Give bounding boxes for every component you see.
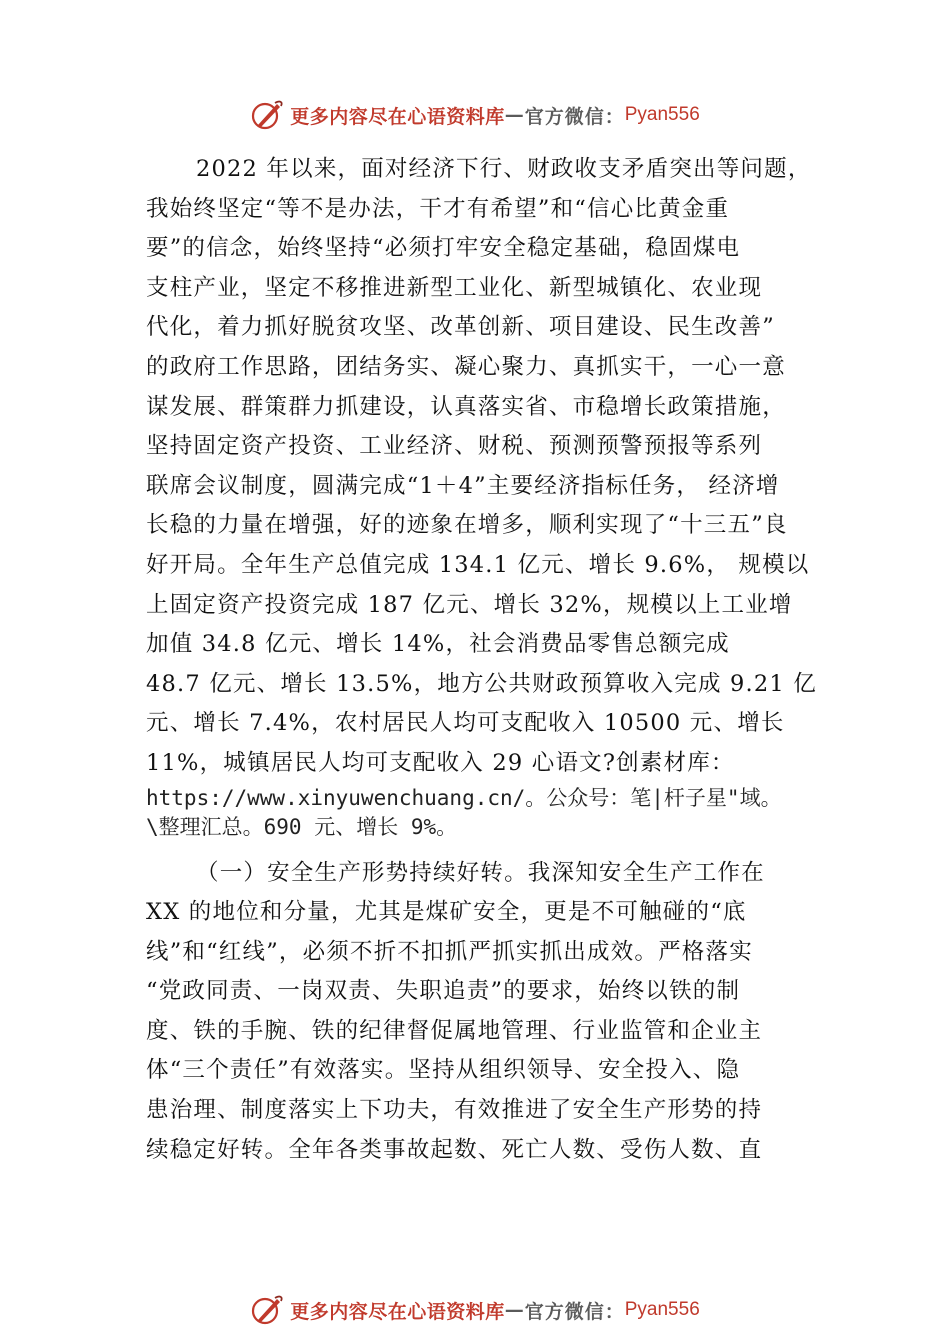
text-line: XX 的地位和分量，尤其是煤矿安全，更是不可触碰的“底 xyxy=(146,899,747,926)
watermark-url-line: https://www.xinyuwenchuang.cn/。公众号：笔|杆子星"域。 xyxy=(146,785,782,810)
banner-library-text: 更多内容尽在心语资料库 xyxy=(290,105,505,128)
quill-pen-logo-icon xyxy=(250,98,284,132)
text-line: 2022 年以来，面对经济下行、财政收支矛盾突出等问题， xyxy=(196,156,812,182)
text-line: 48.7 亿元、增长 13.5%，地方公共财政预算收入完成 9.21 亿 xyxy=(146,670,817,697)
quill-pen-logo-icon xyxy=(250,1293,284,1327)
text-line: “党政同责、一岗双责、失职追责”的要求，始终以铁的制 xyxy=(146,978,741,1005)
text-line: 我始终坚定“等不是办法，干才有希望”和“信心比黄金重 xyxy=(146,195,730,222)
text-line: 长稳的力量在增强，好的迹象在增多，顺利实现了“十三五”良 xyxy=(146,512,788,539)
text-line: 代化，着力抓好脱贫攻坚、改革创新、项目建设、民生改善” xyxy=(146,314,775,341)
banner-dash: — xyxy=(504,104,525,126)
text-line: 支柱产业，坚定不移推进新型工业化、新型城镇化、农业现 xyxy=(146,274,763,301)
banner-wechat-id: Pyan556 xyxy=(624,104,700,125)
banner-wechat-label: 官方微信： xyxy=(524,105,625,128)
text-line: 要”的信念，始终坚持“必须打牢安全稳定基础，稳固煤电 xyxy=(146,235,741,262)
text-line: 线”和“红线”，必须不折不扣抓严抓实抓出成效。严格落实 xyxy=(146,938,753,965)
text-line: 续稳定好转。全年各类事故起数、死亡人数、受伤人数、直 xyxy=(146,1136,763,1163)
footer-banner xyxy=(0,1290,950,1330)
text-line: 元、增长 7.4%，农村居民人均可支配收入 10500 元、增长 xyxy=(146,710,785,737)
text-line: 联席会议制度，圆满完成“1＋4”主要经济指标任务， 经济增 xyxy=(146,472,780,499)
text-line: 好开局。全年生产总值完成 134.1 亿元、增长 9.6%， 规模以 xyxy=(146,551,810,578)
banner-wechat-id: Pyan556 xyxy=(624,1299,700,1320)
text-line: 患治理、制度落实上下功夫，有效推进了安全生产形势的持 xyxy=(146,1097,763,1124)
text-line: （一）安全生产形势持续好转。我深知安全生产工作在 xyxy=(196,859,765,886)
paragraph-gap xyxy=(146,842,826,854)
banner-wechat-label: 官方微信： xyxy=(524,1300,625,1323)
text-line: 加值 34.8 亿元、增长 14%，社会消费品零售总额完成 xyxy=(146,631,730,658)
text-line: 谋发展、群策群力抓建设，认真落实省、市稳增长政策措施， xyxy=(146,393,786,420)
text-line: 体“三个责任”有效落实。坚持从组织领导、安全投入、隐 xyxy=(146,1057,741,1084)
text-line: 度、铁的手腕、铁的纪律督促属地管理、行业监管和企业主 xyxy=(146,1017,763,1044)
paragraph-safety xyxy=(146,854,826,1171)
document-body xyxy=(146,150,826,1170)
text-line: 的政府工作思路，团结务实、凝心聚力、真抓实干，一心一意 xyxy=(146,353,786,380)
text-line: 上固定资产投资完成 187 亿元、增长 32%，规模以上工业增 xyxy=(146,591,793,618)
text-line: 坚持固定资产投资、工业经济、财税、预测预警预报等系列 xyxy=(146,433,763,460)
watermark-source-line: \整理汇总。690 元、增长 9%。 xyxy=(146,814,458,839)
header-banner xyxy=(0,95,950,135)
text-line: 11%，城镇居民人均可支配收入 29 心语文?创素材库： xyxy=(146,749,735,776)
paragraph-economy xyxy=(146,150,826,842)
banner-library-text: 更多内容尽在心语资料库 xyxy=(290,1300,505,1323)
banner-dash: — xyxy=(504,1299,525,1321)
